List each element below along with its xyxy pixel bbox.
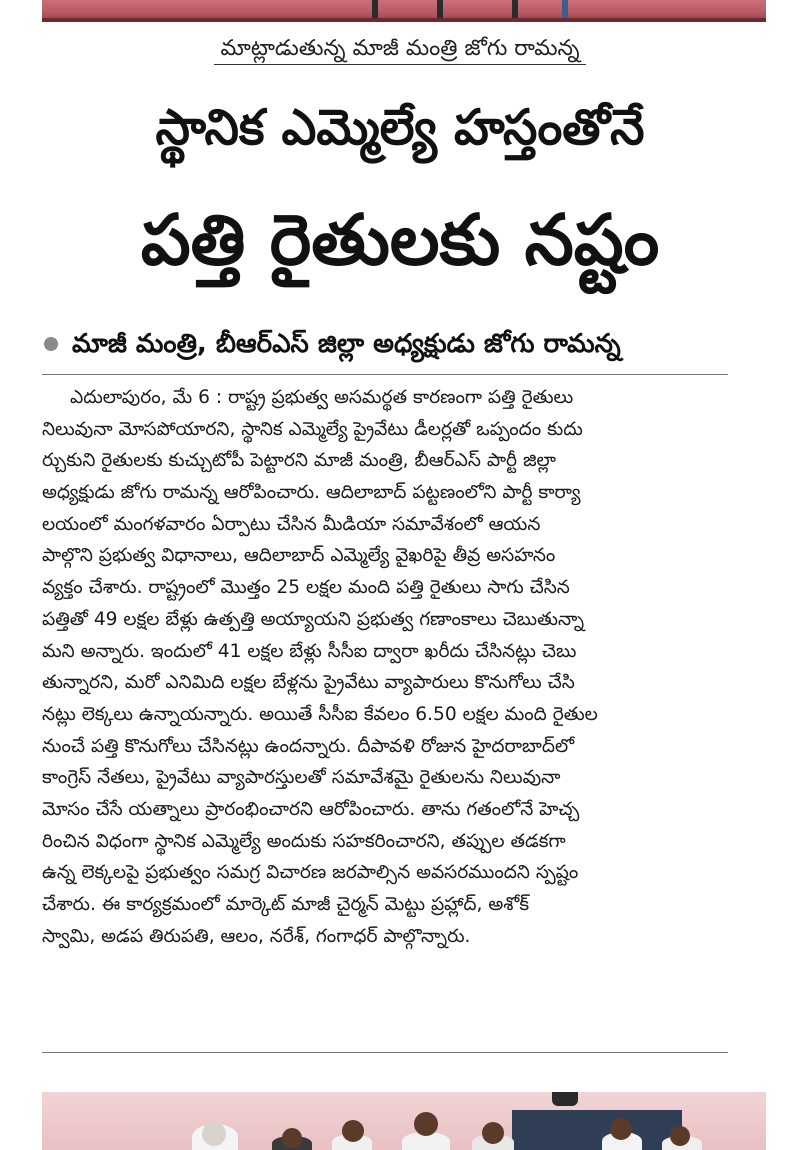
article-line: లయంలో మంగళవారం ఏర్పాటు చేసిన మీడియా సమావేశంలో ఆయన: [42, 513, 541, 535]
divider-bottom: [42, 1052, 728, 1053]
article-line: ఎదులాపురం, మే 6 : రాష్ట్ర ప్రభుత్వ అసమర్థత కారణంగా పత్తి రైతులు: [70, 387, 574, 408]
divider-top: [42, 374, 728, 375]
photo-lamp-shape: [552, 1092, 578, 1106]
article-line: నుంచే పత్తి కొనుగోలు చేసినట్లు ఉందన్నారు. దీపావళి రోజున హైదరాబాద్‌లో: [42, 735, 575, 757]
article-line: ర్చుకుని రైతులకు కుచ్చుటోపీ పెట్టారని మాజీ మంత్రి, బీఆర్ఎస్ పార్టీ జిల్లా: [42, 450, 557, 472]
article-line: రించిన విధంగా స్థానిక ఎమ్మెల్యే అందుకు సహకరించారని, తప్పుల తడకగా: [42, 830, 566, 852]
article-line: ఉన్న లెక్కలపై ప్రభుత్వం సమగ్ర విచారణ జరపాల్సిన అవసరముందని స్పష్టం: [42, 862, 579, 884]
article-line: మని అన్నారు. ఇందులో 41 లక్షల బేళ్లు సీసీఐ ద్వారా ఖరీదు చేసినట్లు చెబు: [42, 640, 577, 662]
photo-band: [42, 18, 766, 22]
photo-caption: [0, 34, 800, 64]
bottom-photo-strip: [42, 1092, 766, 1150]
photo-screen-shape: [512, 1110, 682, 1150]
article-line: చేశారు. ఈ కార్యక్రమంలో మార్కెట్ మాజీ చైర్మన్ మెట్టు ప్రహ్లాద్, అశోక్: [42, 894, 530, 915]
article-line: నిలువునా మోసపోయారని, స్థానిక ఎమ్మెల్యే ప్రైవేటు డీలర్లతో ఒప్పందం కుదు: [42, 418, 583, 440]
article-line: నట్లు లెక్కలు ఉన్నాయన్నారు. అయితే సీసీఐ కేవలం 6.50 లక్షల మంది రైతుల: [42, 703, 598, 725]
person-head: [610, 1118, 632, 1140]
article-line: కాంగ్రెస్ నేతలు, ప్రైవేటు వ్యాపారస్తులతో సమావేశమై రైతులను నిలువునా: [42, 767, 561, 789]
headline-line-2: పత్తి రైతులకు నష్టం: [140, 199, 660, 281]
article-line: తున్నారని, మరో ఎనిమిది లక్షల బేళ్లను ప్రైవేటు వ్యాపారులు కొనుగోలు చేసి: [42, 672, 575, 694]
person-head: [282, 1128, 302, 1148]
top-photo-strip: [42, 0, 766, 22]
article-line: పాల్గొని ప్రభుత్వ విధానాలు, ఆదిలాబాద్ ఎమ్మెల్యే వైఖరిపై తీవ్ర అసహనం: [42, 545, 556, 567]
article-line: మోసం చేసే యత్నాలు ప్రారంభించారని ఆరోపించారు. తాను గతంలోనే హెచ్చ: [42, 798, 580, 820]
bullet-icon: [44, 337, 58, 351]
subheadline: [44, 320, 764, 368]
photo-caption-text: మాట్లాడుతున్న మాజీ మంత్రి జోగు రామన్న: [214, 36, 585, 65]
person-head: [482, 1122, 504, 1144]
person-head: [414, 1112, 438, 1136]
article-line: పత్తితో 49 లక్షల బేళ్లు ఉత్పత్తి అయ్యాయని ప్రభుత్వ గణాంకాలు చెబుతున్నా: [42, 608, 585, 630]
article-line: అధ్యక్షుడు జోగు రామన్న ఆరోపించారు. ఆదిలాబాద్ పట్టణంలోని పార్టీ కార్యా: [42, 482, 581, 504]
article-line: స్వామి, అడప తిరుపతి, ఆలం, నరేశ్, గంగాధర్ పాల్గొన్నారు.: [42, 925, 471, 947]
article-body: [42, 382, 726, 952]
headline-line-1: స్థానిక ఎమ్మెల్యే హస్తంతోనే: [155, 99, 645, 156]
subheadline-text: మాజీ మంత్రి, బీఆర్ఎస్ జిల్లా అధ్యక్షుడు జోగు రామన్న: [72, 329, 621, 359]
person-head: [670, 1126, 690, 1146]
article-line: వ్యక్తం చేశారు. రాష్ట్రంలో మొత్తం 25 లక్షల మంది పత్తి రైతులు సాగు చేసిన: [42, 577, 570, 599]
person-head: [342, 1120, 364, 1142]
person-head: [202, 1122, 226, 1146]
